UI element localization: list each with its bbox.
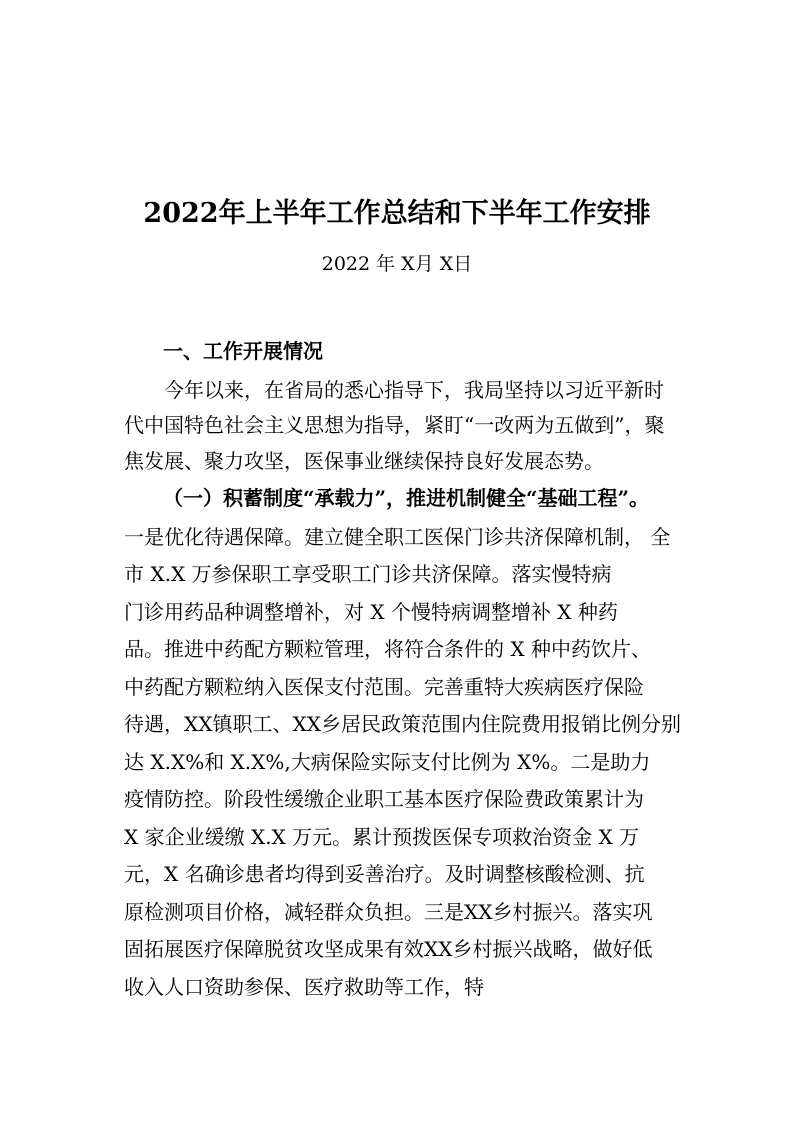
paragraph-line: 一是优化待遇保障。建立健全职工医保门诊共济保障机制， 全 xyxy=(124,525,671,549)
paragraph-line: 市 X.X 万参保职工享受职工门诊共济保障。落实慢特病 xyxy=(124,562,612,586)
document-title: 2022年上半年工作总结和下半年工作安排 xyxy=(143,198,651,229)
paragraph-line: 门诊用药品种调整增补，对 X 个慢特病调整增补 X 种药 xyxy=(124,600,618,624)
paragraph-line: 焦发展、聚力攻坚，医保事业继续保持良好发展态势。 xyxy=(124,449,604,473)
paragraph-line: 疫情防控。阶段性缓缴企业职工基本医疗保险费政策累计为 xyxy=(124,787,644,811)
section-heading: 一、工作开展情况 xyxy=(163,339,323,363)
paragraph-line: X 家企业缓缴 X.X 万元。累计预拨医保专项救治资金 X 万 xyxy=(124,825,640,849)
subsection-heading: （一）积蓄制度“承载力”，推进机制健全“基础工程”。 xyxy=(163,486,650,510)
paragraph-line: 固拓展医疗保障脱贫攻坚成果有效XX乡村振兴战略，做好低 xyxy=(124,937,653,961)
paragraph-line: 品。推进中药配方颗粒管理，将符合条件的 X 种中药饮片、 xyxy=(124,637,651,661)
document-date: 2022 年 X月 X日 xyxy=(321,253,473,275)
paragraph-line: 今年以来，在省局的悉心指导下，我局坚持以习近平新时 xyxy=(124,378,664,402)
paragraph-line: 达 X.X%和 X.X%,大病保险实际支付比例为 X%。二是助力 xyxy=(124,750,651,774)
paragraph-line: 代中国特色社会主义思想为指导，紧盯“一改两为五做到”，聚 xyxy=(124,413,665,437)
paragraph-line: 待遇，XX镇职工、XX乡居民政策范围内住院费用报销比例分别 xyxy=(124,712,681,736)
paragraph-line: 收入人口资助参保、医疗救助等工作，特 xyxy=(124,975,484,999)
paragraph-line: 元，X 名确诊患者均得到妥善治疗。及时调整核酸检测、抗 xyxy=(124,862,645,886)
paragraph-line: 原检测项目价格，减轻群众负担。三是XX乡村振兴。落实巩 xyxy=(124,900,653,924)
paragraph-line: 中药配方颗粒纳入医保支付范围。完善重特大疾病医疗保险 xyxy=(124,675,644,699)
